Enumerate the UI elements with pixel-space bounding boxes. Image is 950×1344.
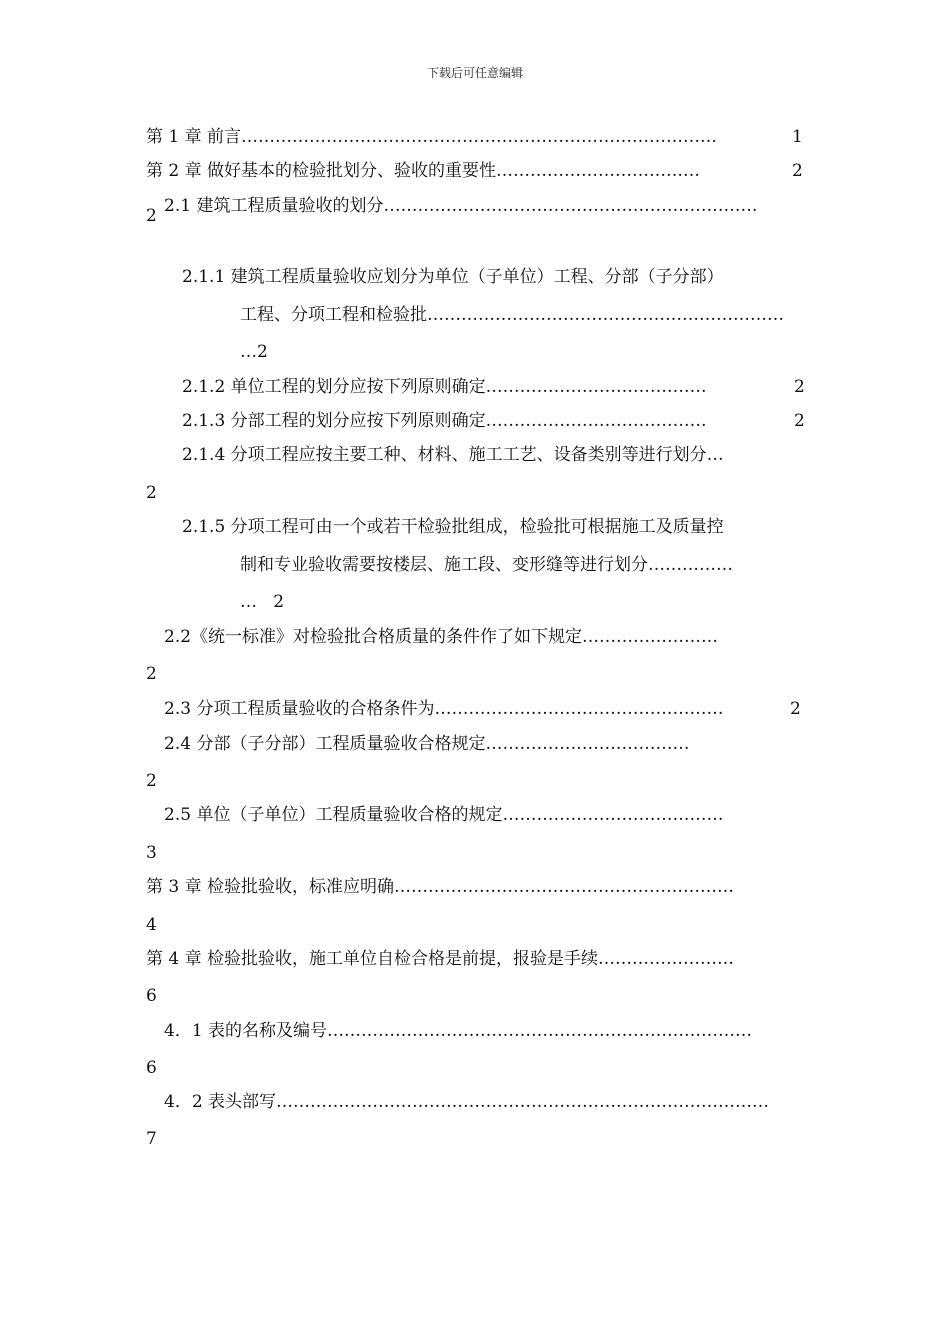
- toc-entry[interactable]: [146, 948, 806, 970]
- toc-page-number: 2: [792, 161, 803, 181]
- toc-leader: …………………………………………………………………: [327, 1021, 753, 1041]
- toc-title: 4．1 表的名称及编号: [164, 1021, 328, 1041]
- toc-title: 第 2 章 做好基本的检验批划分、验收的重要性: [146, 161, 497, 181]
- toc-leader: ……………………………………………: [434, 699, 724, 719]
- toc-entry[interactable]: [146, 126, 786, 148]
- toc-title: 2.1.5 分项工程可由一个或若干检验批组成，检验批可根据施工及质量控: [182, 517, 724, 537]
- page-header: 下载后可任意编辑: [426, 66, 523, 80]
- toc-title: 2.1.2 单位工程的划分应按下列原则确定: [182, 377, 486, 397]
- toc-title: 第 3 章 检验批验收，标准应明确: [146, 877, 395, 897]
- toc-entry-continuation[interactable]: [240, 304, 796, 326]
- toc-page-number: … 2: [240, 592, 285, 612]
- toc-title: 工程、分项工程和检验批: [240, 305, 427, 325]
- toc-entry[interactable]: [182, 376, 778, 398]
- toc-entry[interactable]: [164, 1020, 782, 1042]
- toc-entry[interactable]: [164, 733, 774, 755]
- toc-page-number: 2: [146, 664, 157, 684]
- toc-page-number: 6: [146, 1058, 157, 1078]
- toc-entry[interactable]: [164, 626, 788, 648]
- toc-entry[interactable]: [164, 698, 774, 720]
- toc-leader: ……………………………………………………………………………: [276, 1092, 770, 1112]
- toc-page-number: 4: [146, 915, 157, 935]
- toc-entry[interactable]: [164, 804, 800, 826]
- toc-title: 2.5 单位（子单位）工程质量验收合格的规定: [164, 805, 503, 825]
- toc-leader: …………………………………: [485, 411, 707, 431]
- toc-page-number: 7: [146, 1129, 157, 1149]
- toc-title: 第 4 章 检验批验收，施工单位自检合格是前提，报验是手续: [146, 949, 599, 969]
- toc-title: 2.1.1 建筑工程质量验收应划分为单位（子单位）工程、分部（子分部）: [182, 267, 724, 287]
- toc-entry[interactable]: [182, 410, 778, 432]
- toc-title: 制和专业验收需要按楼层、施工段、变形缝等进行划分: [240, 555, 648, 575]
- toc-page-number: 2: [790, 699, 801, 719]
- toc-leader: …: [706, 445, 724, 465]
- toc-entry-continuation[interactable]: [240, 554, 800, 576]
- toc-page-number: 2: [146, 771, 157, 791]
- toc-entry[interactable]: [182, 516, 802, 538]
- toc-page-number: …2: [240, 342, 268, 362]
- toc-leader: ………………………………………………………: [427, 305, 784, 325]
- toc-entry[interactable]: [146, 876, 786, 898]
- toc-entry[interactable]: [182, 266, 802, 288]
- toc-leader: …………………………………………………………………………: [241, 127, 718, 147]
- toc-leader: …………………………………: [485, 377, 707, 397]
- toc-entry[interactable]: [164, 1091, 782, 1113]
- toc-title: 2.1.4 分项工程应按主要工种、材料、施工工艺、设备类别等进行划分: [182, 445, 707, 465]
- toc-leader: ………………………………: [485, 734, 690, 754]
- toc-title: 2.1 建筑工程质量验收的划分: [164, 196, 384, 216]
- toc-page-number: 3: [146, 843, 157, 863]
- toc-entry[interactable]: [182, 444, 802, 466]
- toc-title: 第 1 章 前言: [146, 127, 242, 147]
- toc-page-number: 2: [146, 206, 157, 226]
- toc-title: 2.2《统一标准》对检验批合格质量的条件作了如下规定: [164, 627, 583, 647]
- toc-entry[interactable]: [146, 160, 776, 182]
- toc-title: 2.4 分部（子分部）工程质量验收合格规定: [164, 734, 486, 754]
- toc-page-number: 1: [792, 127, 803, 147]
- toc-leader: ……………………: [582, 627, 719, 647]
- toc-page-number: 6: [146, 986, 157, 1006]
- toc-title: 4．2 表头部写: [164, 1092, 277, 1112]
- toc-leader: ………………………………: [496, 161, 701, 181]
- toc-leader: ……………………………………………………: [394, 877, 735, 897]
- toc-title: 2.1.3 分部工程的划分应按下列原则确定: [182, 411, 486, 431]
- toc-leader: ……………: [648, 555, 733, 575]
- toc-page-number: 2: [794, 377, 805, 397]
- toc-page-number: 2: [794, 411, 805, 431]
- toc-leader: …………………………………………………………: [383, 196, 758, 216]
- toc-title: 2.3 分项工程质量验收的合格条件为: [164, 699, 435, 719]
- toc-entry[interactable]: [164, 195, 790, 217]
- toc-page-number: 2: [146, 483, 157, 503]
- toc-leader: …………………………………: [502, 805, 724, 825]
- toc-leader: ……………………: [598, 949, 735, 969]
